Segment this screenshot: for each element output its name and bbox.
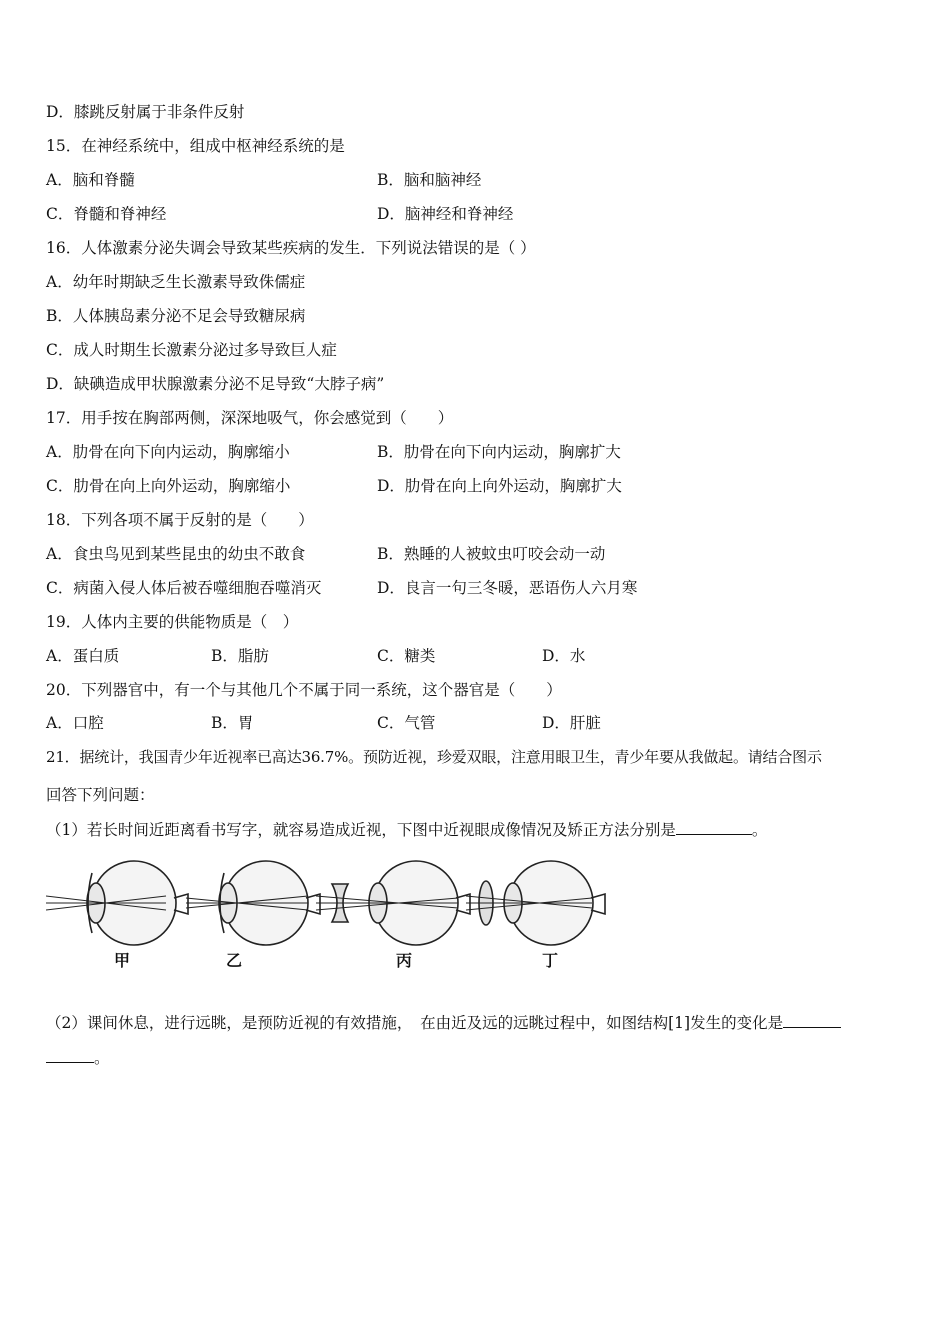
q16-option-c: C．成人时期生长激素分泌过多导致巨人症 bbox=[46, 341, 337, 359]
eye-diagram-figure bbox=[46, 848, 606, 976]
q14-option-d: D．膝跳反射属于非条件反射 bbox=[46, 103, 245, 121]
figure-label-ding: 丁 bbox=[542, 951, 559, 970]
q15-stem: 15．在神经系统中，组成中枢神经系统的是 bbox=[46, 137, 345, 155]
q21-sub2-blank-b bbox=[46, 1047, 94, 1063]
q20-stem: 20．下列器官中，有一个与其他几个不属于同一系统，这个器官是（ ） bbox=[46, 681, 562, 699]
q21-sub2-blank-a bbox=[783, 1012, 841, 1028]
q21-sub1-text: （1）若长时间近距离看书写字，就容易造成近视，下图中近视眼成像情况及矫正方法分别是 bbox=[46, 821, 676, 839]
q20-option-d: D．肝脏 bbox=[542, 714, 601, 732]
eye-jia bbox=[46, 861, 188, 945]
figure-label-jia: 甲 bbox=[114, 951, 131, 970]
q17-option-a: A．肋骨在向下向内运动，胸廓缩小 bbox=[46, 443, 290, 461]
q21-sub2 bbox=[46, 1012, 841, 1033]
q19-stem: 19．人体内主要的供能物质是（ ） bbox=[46, 613, 299, 631]
q18-option-a: A．食虫鸟见到某些昆虫的幼虫不敢食 bbox=[46, 545, 306, 563]
q17-option-b: B．肋骨在向下向内运动，胸廓扩大 bbox=[377, 443, 621, 461]
q18-option-d: D．良言一句三冬暖，恶语伤人六月寒 bbox=[377, 579, 638, 597]
q20-option-b: B．胃 bbox=[211, 714, 254, 732]
q21-sub1 bbox=[46, 819, 767, 840]
q19-option-a: A．蛋白质 bbox=[46, 647, 120, 665]
q21-sub2-cont bbox=[46, 1047, 110, 1068]
q17-stem: 17．用手按在胸部两侧，深深地吸气，你会感觉到（ ） bbox=[46, 409, 454, 427]
q20-option-a: A．口腔 bbox=[46, 714, 104, 732]
q15-option-c: C．脊髓和脊神经 bbox=[46, 205, 167, 223]
q18-stem: 18．下列各项不属于反射的是（ ） bbox=[46, 511, 314, 529]
q17-option-c: C．肋骨在向上向外运动，胸廓缩小 bbox=[46, 477, 291, 495]
eye-yi bbox=[186, 861, 320, 945]
q16-stem: 16．人体激素分泌失调会导致某些疾病的发生．下列说法错误的是（ ） bbox=[46, 239, 536, 257]
q21-sub1-blank bbox=[676, 819, 752, 835]
q19-option-b: B．脂肪 bbox=[211, 647, 269, 665]
q16-option-a: A．幼年时期缺乏生长激素导致侏儒症 bbox=[46, 273, 306, 291]
q17-option-d: D．肋骨在向上向外运动，胸廓扩大 bbox=[377, 477, 622, 495]
q21-sub2-end: 。 bbox=[94, 1049, 110, 1067]
q19-option-d: D．水 bbox=[542, 647, 586, 665]
q21-sub2-text: （2）课间休息，进行远眺，是预防近视的有效措施， 在由近及远的远眺过程中，如图结构[1]发生的变化是 bbox=[46, 1014, 784, 1032]
figure-label-yi: 乙 bbox=[226, 951, 243, 970]
q18-option-c: C．病菌入侵人体后被吞噬细胞吞噬消灭 bbox=[46, 579, 322, 597]
q16-option-d: D．缺碘造成甲状腺激素分泌不足导致“大脖子病” bbox=[46, 375, 385, 393]
q16-option-b: B．人体胰岛素分泌不足会导致糖尿病 bbox=[46, 307, 306, 325]
eye-bing bbox=[316, 861, 470, 945]
q19-option-c: C．糖类 bbox=[377, 647, 436, 665]
q15-option-a: A．脑和脊髓 bbox=[46, 171, 135, 189]
eye-diagrams-svg bbox=[46, 848, 606, 948]
q21-sub1-end: 。 bbox=[751, 821, 768, 839]
figure-label-bing: 丙 bbox=[396, 951, 413, 970]
q18-option-b: B．熟睡的人被蚊虫叮咬会动一动 bbox=[377, 545, 606, 563]
q20-option-c: C．气管 bbox=[377, 714, 436, 732]
q15-option-d: D．脑神经和脊神经 bbox=[377, 205, 514, 223]
eye-ding bbox=[466, 861, 605, 945]
q21-stem-line2: 回答下列问题： bbox=[46, 786, 155, 804]
q21-stem-line1: 21．据统计，我国青少年近视率已高达36.7%。预防近视，珍爱双眼，注意用眼卫生，青少年要从我做起。请结合图示 bbox=[46, 748, 822, 766]
q15-option-b: B．脑和脑神经 bbox=[377, 171, 482, 189]
